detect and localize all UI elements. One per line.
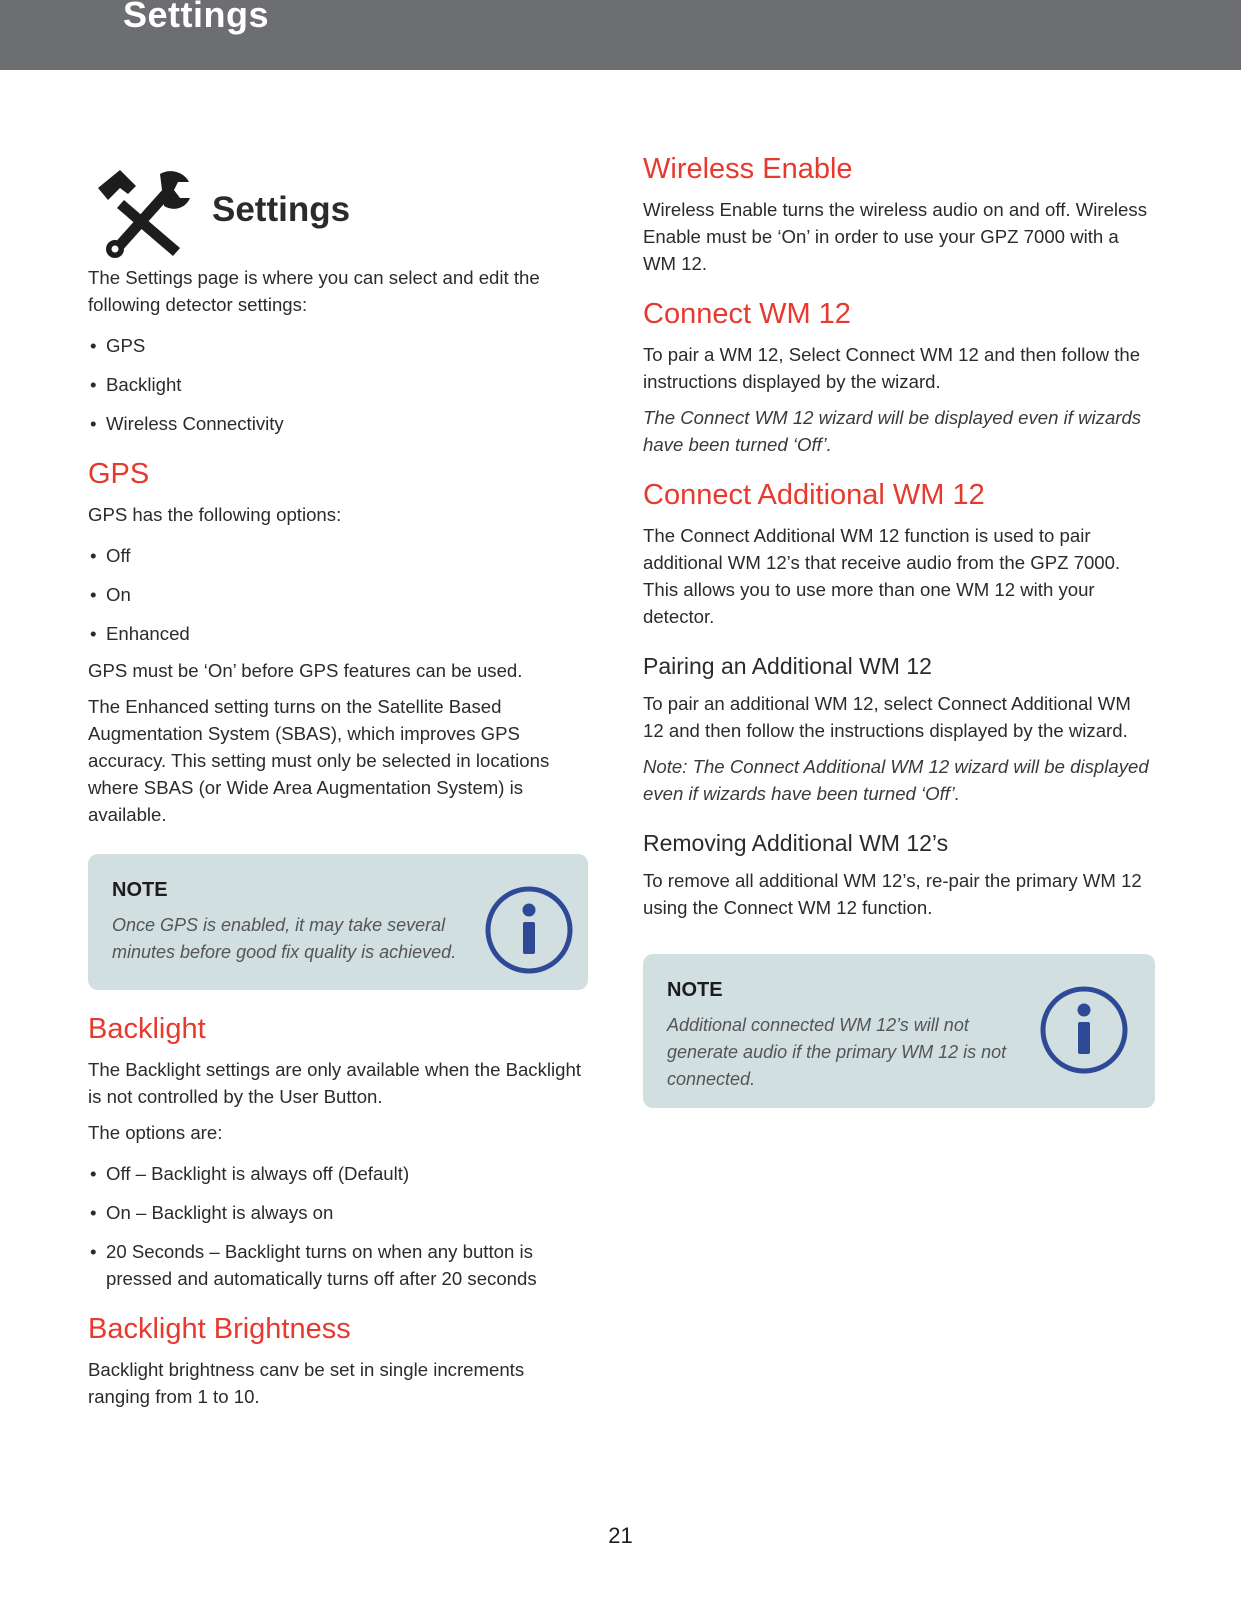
pairing-para: To pair an additional WM 12, select Connect Additional WM 12 and then follow the instructions displayed by the wizard. bbox=[643, 693, 1131, 741]
info-icon bbox=[1039, 985, 1129, 1075]
list-item: • Wireless Connectivity bbox=[88, 410, 588, 437]
backlight-para1: The Backlight settings are only available when the Backlight is not controlled by the User Button. bbox=[88, 1059, 582, 1107]
backlight-options bbox=[88, 1160, 588, 1292]
settings-hero bbox=[88, 150, 588, 250]
wm12-note bbox=[643, 954, 1155, 1108]
settings-title: Settings bbox=[212, 190, 351, 229]
brightness-para: Backlight brightness canv be set in single increments ranging from 1 to 10. bbox=[88, 1359, 525, 1407]
brightness-heading: Backlight Brightness bbox=[88, 1313, 351, 1345]
list-item: • Off – Backlight is always off (Default) bbox=[88, 1160, 588, 1187]
backlight-para2: The options are: bbox=[88, 1122, 223, 1143]
header-title: Settings bbox=[123, 0, 270, 35]
gps-options bbox=[88, 542, 588, 647]
connect-italic: The Connect WM 12 wizard will be displayed even if wizards have been turned ‘Off’. bbox=[643, 407, 1142, 455]
gps-intro: GPS has the following options: bbox=[88, 504, 342, 525]
note-body: Additional connected WM 12’s will not generate audio if the primary WM 12 is not connected. bbox=[667, 1015, 1007, 1089]
pairing-italic: Note: The Connect Additional WM 12 wizard will be displayed even if wizards have been turned ‘Off’. bbox=[643, 756, 1149, 804]
removing-heading: Removing Additional WM 12’s bbox=[643, 830, 949, 856]
connect-additional-para: The Connect Additional WM 12 function is used to pair additional WM 12’s that receive audio from the GPZ 7000. This allows you to use more than one WM 12 with your detector. bbox=[643, 525, 1121, 627]
list-item: • Off bbox=[88, 542, 588, 569]
list-item: • Backlight bbox=[88, 371, 588, 398]
settings-list bbox=[88, 332, 588, 437]
gps-heading: GPS bbox=[88, 458, 150, 490]
pairing-heading: Pairing an Additional WM 12 bbox=[643, 653, 932, 679]
info-icon bbox=[484, 885, 574, 975]
list-item: • On – Backlight is always on bbox=[88, 1199, 588, 1226]
connect-heading: Connect WM 12 bbox=[643, 298, 851, 330]
removing-para: To remove all additional WM 12’s, re-pair the primary WM 12 using the Connect WM 12 function. bbox=[643, 870, 1142, 918]
right-column bbox=[643, 136, 1155, 1130]
left-column bbox=[88, 150, 588, 1419]
gps-note bbox=[88, 854, 588, 990]
note-title: NOTE bbox=[667, 979, 723, 1001]
backlight-heading: Backlight bbox=[88, 1013, 206, 1045]
wireless-para: Wireless Enable turns the wireless audio on and off. Wireless Enable must be ‘On’ in order to use your GPZ 7000 with a WM 12. bbox=[643, 199, 1147, 274]
page-number: 21 bbox=[608, 1523, 633, 1548]
gps-para1: GPS must be ‘On’ before GPS features can be used. bbox=[88, 660, 523, 681]
wireless-heading: Wireless Enable bbox=[643, 153, 853, 185]
note-title: NOTE bbox=[112, 879, 168, 901]
connect-para: To pair a WM 12, Select Connect WM 12 and then follow the instructions displayed by the wizard. bbox=[643, 344, 1141, 392]
list-item: • 20 Seconds – Backlight turns on when any button is pressed and automatically turns off after 20 seconds bbox=[88, 1238, 588, 1292]
tools-icon bbox=[94, 168, 194, 258]
list-item: • GPS bbox=[88, 332, 588, 359]
gps-para2: The Enhanced setting turns on the Satellite Based Augmentation System (SBAS), which improves GPS accuracy. This setting must only be selected in locations where SBAS (or Wide Area Augmentation System) is available. bbox=[88, 696, 550, 825]
list-item: • On bbox=[88, 581, 588, 608]
list-item: • Enhanced bbox=[88, 620, 588, 647]
connect-additional-heading: Connect Additional WM 12 bbox=[643, 479, 985, 511]
settings-intro: The Settings page is where you can select and edit the following detector settings: bbox=[88, 267, 540, 315]
header-bar bbox=[0, 0, 1241, 70]
note-body: Once GPS is enabled, it may take several minutes before good fix quality is achieved. bbox=[112, 915, 457, 962]
